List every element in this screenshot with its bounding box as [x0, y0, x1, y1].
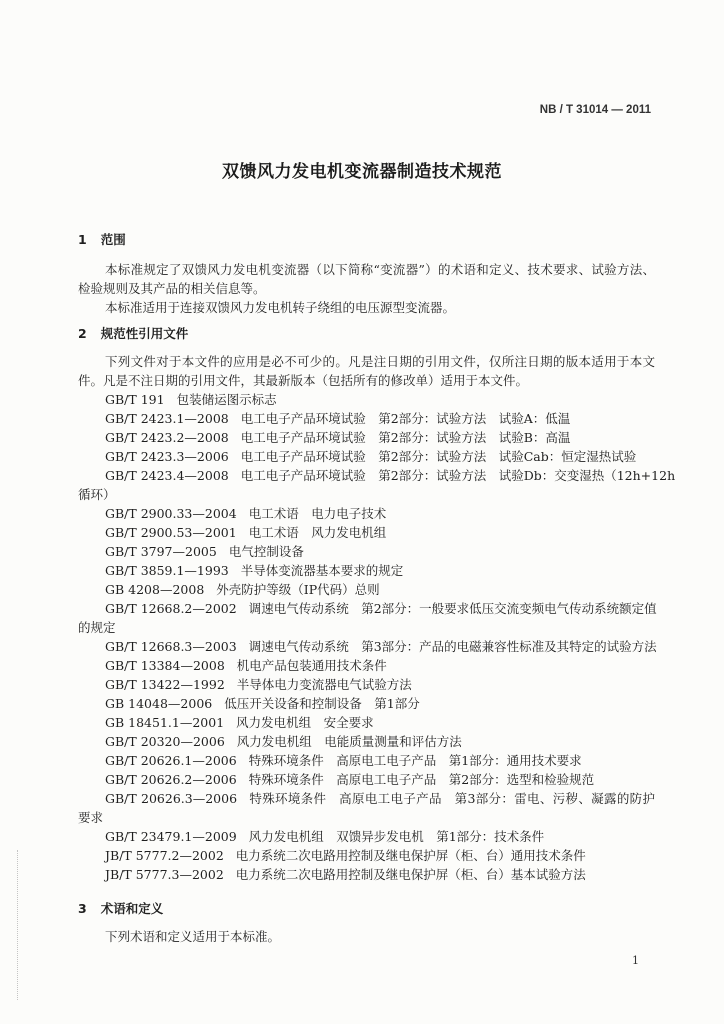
reference-title: 包装储运图示标志: [176, 392, 277, 407]
reference-code: GB/T 2900.33—2004: [105, 506, 237, 521]
paragraph-line: 下列文件对于本文件的应用是必不可少的。凡是注日期的引用文件，仅所注日期的版本适用于本文: [105, 354, 655, 369]
document-title: 双馈风力发电机变流器制造技术规范: [222, 162, 502, 182]
reference-entry: [78, 599, 655, 618]
reference-list: [78, 390, 676, 884]
reference-title: 电工术语 风力发电机组: [248, 525, 387, 540]
reference-entry-continuation: 的规定: [78, 620, 116, 635]
reference-entry: [78, 789, 655, 808]
reference-entry: [78, 580, 655, 599]
reference-code: JB/T 5777.3—2002: [105, 867, 224, 882]
reference-title: 低压开关设备和控制设备 第1部分: [224, 696, 420, 711]
section-title: 规范性引用文件: [100, 326, 189, 341]
reference-title: 特殊环境条件 高原电工电子产品 第2部分：选型和检验规范: [248, 772, 595, 787]
reference-code: GB/T 3859.1—1993: [105, 563, 229, 578]
reference-code: GB/T 13384—2008: [105, 658, 225, 673]
reference-entry-continuation: 循环）: [78, 487, 116, 502]
reference-entry: [78, 409, 655, 428]
reference-code: GB/T 20626.1—2006: [105, 753, 237, 768]
section-heading-normative-references: [78, 324, 655, 343]
reference-entry: [78, 846, 655, 865]
paragraph-line: 本标准规定了双馈风力发电机变流器（以下简称“变流器”）的术语和定义、技术要求、试验方法、: [105, 262, 655, 277]
reference-code: GB/T 2423.4—2008: [105, 468, 229, 483]
reference-code: GB/T 13422—1992: [105, 677, 225, 692]
section-number: 3: [78, 901, 87, 916]
reference-title: 电工术语 电力电子技术: [248, 506, 387, 521]
reference-title: 半导体电力变流器电气试验方法: [236, 677, 412, 692]
reference-entry: [78, 390, 655, 409]
reference-entry: [78, 466, 676, 485]
reference-code: GB/T 2423.1—2008: [105, 411, 229, 426]
reference-code: GB/T 20320—2006: [105, 734, 225, 749]
reference-entry: [78, 542, 655, 561]
reference-code: GB/T 3797—2005: [105, 544, 217, 559]
reference-entry: [78, 732, 655, 751]
reference-entry: [78, 428, 655, 447]
section-number: 1: [78, 232, 87, 247]
reference-code: GB/T 2423.2—2008: [105, 430, 229, 445]
reference-title: 风力发电机组 双馈异步发电机 第1部分：技术条件: [248, 829, 545, 844]
section-heading-scope: [78, 230, 655, 249]
reference-entry: [78, 751, 655, 770]
page-number: 1: [632, 954, 639, 967]
reference-title: 半导体变流器基本要求的规定: [240, 563, 404, 578]
section-title: 范围: [100, 232, 126, 247]
paragraph-line: 检验规则及其产品的相关信息等。: [78, 281, 266, 296]
section-heading-terms-and-definitions: [78, 899, 655, 918]
reference-title: 风力发电机组 安全要求: [236, 715, 374, 730]
reference-title: 机电产品包装通用技术条件: [236, 658, 387, 673]
reference-code: GB 18451.1—2001: [105, 715, 225, 730]
reference-code: GB 14048—2006: [105, 696, 213, 711]
reference-entry: [78, 447, 655, 466]
reference-code: GB/T 191: [105, 392, 165, 407]
reference-title: 调速电气传动系统 第2部分：一般要求低压交流变频电气传动系统额定值: [248, 601, 657, 616]
reference-title: 电工电子产品环境试验 第2部分：试验方法 试验B：高温: [240, 430, 571, 445]
reference-entry: [78, 523, 655, 542]
scan-binding-marks: [17, 850, 18, 1000]
reference-title: 风力发电机组 电能质量测量和评估方法: [236, 734, 462, 749]
section-title: 术语和定义: [100, 901, 164, 916]
reference-code: GB/T 23479.1—2009: [105, 829, 237, 844]
reference-code: GB/T 2900.53—2001: [105, 525, 237, 540]
reference-entry: [78, 694, 655, 713]
reference-title: 电工电子产品环境试验 第2部分：试验方法 试验Cab：恒定湿热试验: [240, 449, 637, 464]
reference-title: 电工电子产品环境试验 第2部分：试验方法 试验A：低温: [240, 411, 571, 426]
reference-entry: [78, 675, 655, 694]
reference-entry: [78, 827, 655, 846]
reference-entry: [78, 561, 655, 580]
reference-title: 电气控制设备: [228, 544, 304, 559]
paragraph-line: 本标准适用于连接双馈风力发电机转子绕组的电压源型变流器。: [105, 300, 456, 315]
reference-title: 外壳防护等级（IP代码）总则: [216, 582, 380, 597]
reference-code: JB/T 5777.2—2002: [105, 848, 224, 863]
reference-code: GB 4208—2008: [105, 582, 205, 597]
reference-code: GB/T 20626.2—2006: [105, 772, 237, 787]
reference-entry: [78, 637, 655, 656]
reference-code: GB/T 12668.3—2003: [105, 639, 237, 654]
reference-entry: [78, 865, 655, 884]
reference-entry: [78, 770, 655, 789]
reference-title: 电工电子产品环境试验 第2部分：试验方法 试验Db：交变湿热（12h+12h: [240, 468, 676, 483]
reference-entry: [78, 504, 655, 523]
reference-code: GB/T 2423.3—2006: [105, 449, 229, 464]
standard-number: NB / T 31014 — 2011: [539, 104, 651, 116]
reference-code: GB/T 12668.2—2002: [105, 601, 237, 616]
document-body: [78, 230, 676, 946]
reference-title: 调速电气传动系统 第3部分：产品的电磁兼容性标准及其特定的试验方法: [248, 639, 657, 654]
reference-code: GB/T 20626.3—2006: [105, 791, 238, 806]
section-number: 2: [78, 326, 87, 341]
reference-entry: [78, 656, 655, 675]
paragraph-line: 下列术语和定义适用于本标准。: [105, 929, 281, 944]
reference-title: 电力系统二次电路用控制及继电保护屏（柜、台）基本试验方法: [235, 867, 586, 882]
reference-title: 特殊环境条件 高原电工电子产品 第1部分：通用技术要求: [248, 753, 582, 768]
reference-title: 特殊环境条件 高原电工电子产品 第3部分：雷电、污秽、凝露的防护: [249, 791, 655, 806]
paragraph-line: 件。凡是不注日期的引用文件，其最新版本（包括所有的修改单）适用于本文件。: [78, 373, 529, 388]
reference-entry-continuation: 要求: [78, 810, 104, 825]
reference-entry: [78, 713, 655, 732]
reference-title: 电力系统二次电路用控制及继电保护屏（柜、台）通用技术条件: [235, 848, 586, 863]
